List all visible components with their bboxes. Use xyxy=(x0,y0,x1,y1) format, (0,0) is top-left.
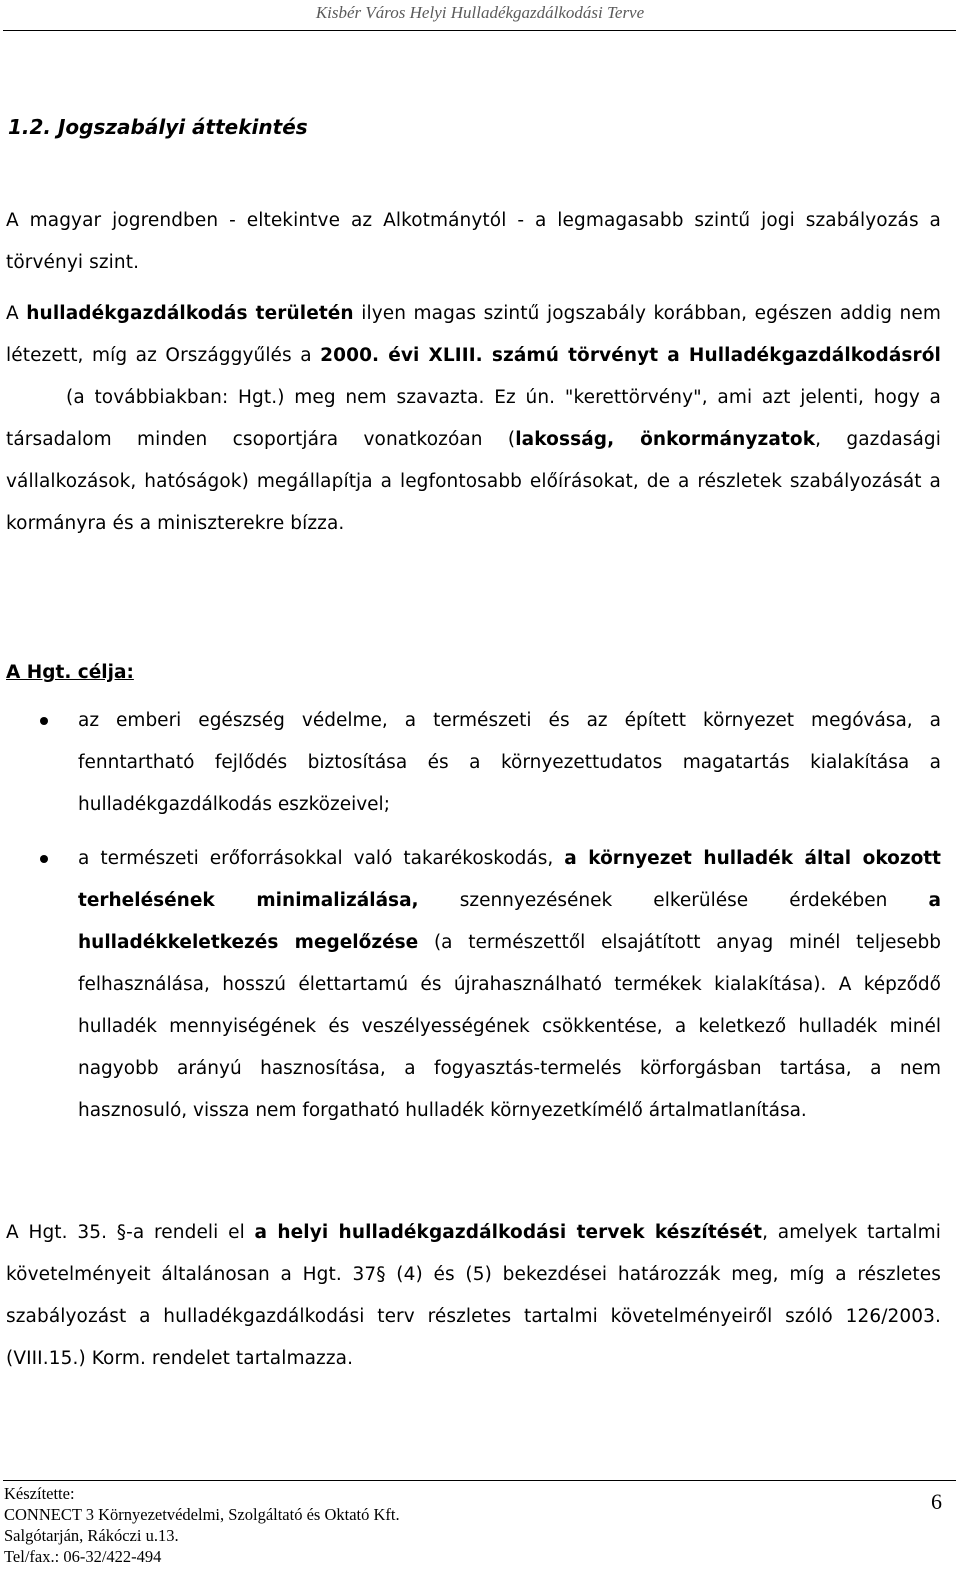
text-run: a természeti erőforrásokkal való takarékoskodás, xyxy=(78,848,565,869)
page-number: 6 xyxy=(931,1489,942,1514)
text-run: A Hgt. 35. §-a rendeli el xyxy=(6,1222,255,1243)
bold-text-run: lakosság, önkormányzatok xyxy=(515,429,816,450)
bullet-icon xyxy=(40,717,48,725)
running-header: Kisbér Város Helyi Hulladékgazdálkodási Terve xyxy=(315,3,645,22)
footer-address: Salgótarján, Rákóczi u.13. xyxy=(4,1526,179,1545)
list-item xyxy=(0,700,941,826)
footer-author-label: Készítette: xyxy=(4,1484,75,1503)
goals-heading: A Hgt. célja: xyxy=(6,662,134,683)
header-divider xyxy=(3,30,956,31)
text-run: (a természettől elsajátított anyag minél teljesebb felhasználása, hosszú élettartamú és újrahasználható termékek kialakítása). A képződő hulladék mennyiségének és veszélyességének csökkentése, a keletkező hulladék minél nagyobb arányú hasznosítása, a fogyasztás-termelés körforgásban tartása, a nem hasznosuló, vissza nem forgatható hulladék környezetkímélő ártalmatlanítása. xyxy=(78,932,941,1121)
text-run: , gazdasági vállalkozások, hatóságok) megállapítja a legfontosabb előírásokat, de a részletek szabályozását a kormányra és a miniszterekre bízza. xyxy=(6,429,942,534)
list-item-text: az emberi egészség védelme, a természeti és az épített környezet megóvása, a fenntartható fejlődés biztosítása és a környezettudatos magatartás kialakítása a hulladékgazdálkodás eszközeivel; xyxy=(78,710,941,815)
footer-company: CONNECT 3 Környezetvédelmi, Szolgáltató és Oktató Kft. xyxy=(4,1505,400,1524)
list-item xyxy=(0,838,941,1132)
intro-paragraph: A magyar jogrendben - eltekintve az Alkotmánytól - a legmagasabb szintű jogi szabályozás a törvényi szint. xyxy=(6,210,941,273)
bold-text-run: a helyi hulladékgazdálkodási tervek készítését xyxy=(254,1222,763,1243)
footer xyxy=(4,1483,704,1567)
bold-text-run: a környezet hulladék által okozott terhelésének minimalizálása, xyxy=(78,848,941,911)
text-run: szennyezésének elkerülése érdekében xyxy=(418,890,929,911)
text-run: ilyen magas szintű jogszabály korábban, egészen addig nem létezett, míg az Országgyűlés a xyxy=(6,303,941,366)
text-run: , amelyek tartalmi követelményeit általánosan a Hgt. 37§ (4) és (5) bekezdései határozzák meg, míg a részletes szabályozást a hulladékgazdálkodási terv részletes tartalmi követelményeiről szóló 126/2003. (VIII.15.) Korm. rendelet tartalmazza. xyxy=(6,1222,941,1369)
kerettorveny-paragraph xyxy=(6,293,941,545)
text-run: A xyxy=(6,303,27,324)
bold-text-run: 2000. évi XLIII. számú törvényt a Hulladékgazdálkodásról xyxy=(320,345,941,366)
bold-text-run: hulladékgazdálkodás területén xyxy=(26,303,354,324)
goals-list xyxy=(0,700,960,1132)
footer-phone: Tel/fax.: 06-32/422-494 xyxy=(4,1547,162,1566)
section-heading: 1.2. Jogszabályi áttekintés xyxy=(8,115,308,139)
plans-paragraph xyxy=(6,1212,941,1380)
footer-divider xyxy=(3,1480,956,1481)
bold-text-run: a hulladékkeletkezés megelőzése xyxy=(78,890,941,953)
text-run: (a továbbiakban: Hgt.) meg nem szavazta. Ez ún. "kerettörvény", ami azt jelenti, hogy a társadalom minden csoportjára vonatkozóan ( xyxy=(6,387,941,450)
bullet-icon xyxy=(40,855,48,863)
